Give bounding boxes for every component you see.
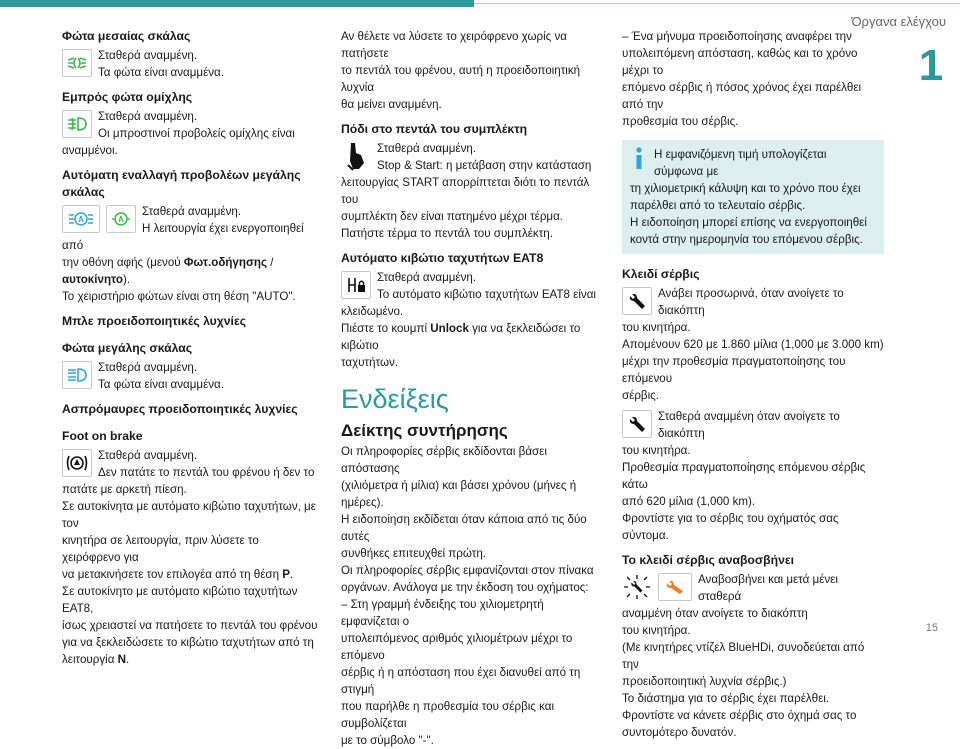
service-flash-line2: αναμμένη όταν ανοίγετε το διακόπτη (622, 607, 808, 620)
side-lights-title: Φώτα μεσαίας σκάλας (62, 29, 191, 43)
info-line1: Η εμφανιζόμενη τιμή υπολογίζεται σύμφωνα με (654, 148, 827, 178)
foot-brake-icon (62, 449, 92, 477)
service-key-block (622, 266, 884, 404)
clutch-block (341, 121, 601, 242)
front-fog-line1: Σταθερά αναμμένη. (98, 110, 198, 123)
foot-brake-line9: για να ξεκλειδώσετε το κιβώτιο ταχυτήτων από τη (62, 636, 314, 649)
auto-beam-block (62, 167, 320, 305)
service-key-title: Κλειδί σέρβις (622, 267, 700, 281)
service-line5: Οι πληροφορίες σέρβις εμφανίζονται στον πίνακα (341, 564, 594, 577)
service-indicator-title: Δείκτης συντήρησης (341, 421, 508, 440)
service-line10: που παρήλθε η προθεσμία του σέρβις και συμβολίζεται (341, 700, 555, 730)
clutch-line2: Stop & Start: η μετάβαση στην κατάσταση (377, 159, 592, 172)
auto-beam-line2: Η λειτουργία έχει ενεργοποιηθεί από (62, 222, 304, 252)
auto-beam-line4: Το χειριστήριο φώτων είναι στη θέση "AUTO". (62, 290, 296, 303)
service-key-line4: μέχρι την προθεσμία πραγματοποίησης του επόμενου (622, 355, 846, 385)
column-3 (622, 28, 884, 741)
main-beam-title: Φώτα μεγάλης σκάλας (62, 341, 193, 355)
column-1 (62, 28, 320, 668)
main-beam-icon (62, 361, 92, 389)
info-line5: κοντά στην ημερομηνία του επόμενου σέρβις. (630, 233, 863, 246)
foot-brake-line6-pre: να μετακινήσετε τον επιλογέα από τη θέση (62, 568, 283, 581)
foot-brake-line5: κινητήρα σε λειτουργία, πριν λύσετε το χειρόφρενο για (62, 534, 259, 564)
front-fog-icon (62, 110, 92, 138)
column-2 (341, 28, 601, 749)
unlock-button-label: Unlock (430, 322, 469, 335)
service-key-line7: του κινητήρα. (622, 444, 691, 457)
info-line3: παρέλθει από το τελευταίο σέρβις. (630, 199, 806, 212)
bw-lamps-title: Ασπρόμαυρες προειδοποιητικές λυχνίες (62, 402, 298, 416)
service-key-steady-icon (622, 410, 652, 438)
section-header: Όργανα ελέγχου (851, 14, 946, 29)
auto-beam-title: Αυτόματη εναλλαγή προβολέων μεγάλης σκάλας (62, 168, 301, 199)
service-line6: οργάνων. Ανάλογα με την έκδοση του οχήματος: (341, 581, 589, 594)
gearbox-line1: Σταθερά αναμμένη. (377, 271, 477, 284)
service-key-line10: Φροντίστε για το σέρβις του οχήματός σας σύντομα. (622, 512, 839, 542)
svg-text:A: A (118, 215, 124, 224)
chapter-number: 1 (918, 41, 944, 90)
foot-brake-title: Foot on brake (62, 429, 143, 443)
auto-beam-line3-pre: την οθόνη αφής (μενού (62, 256, 184, 269)
auto-beam-submenu: αυτοκίνητο (62, 273, 123, 286)
side-lights-line1: Σταθερά αναμμένη. (98, 49, 198, 62)
gearbox-lock-icon (341, 271, 371, 299)
front-fog-block (62, 89, 320, 159)
foot-brake-line10-pre: λειτουργία (62, 653, 118, 666)
service-line7: – Στη γραμμή ένδειξης του χιλιομετρητή εμφανίζεται ο (341, 598, 544, 628)
front-fog-line2: Οι μπροστινοί προβολείς ομίχλης είναι (98, 127, 295, 140)
foot-brake-block (62, 428, 320, 668)
service-key-line6: Σταθερά αναμμένη όταν ανοίγετε το διακόπτη (658, 410, 840, 440)
foot-brake-line10 (62, 651, 320, 668)
service-flash-line8: συντομότερο δυνατόν. (622, 726, 737, 739)
service-flash-line3: του κινητήρα. (622, 624, 691, 637)
foot-brake-line6 (62, 566, 320, 583)
service-flash-line1: Αναβοσβήνει και μετά μένει σταθερά (698, 573, 838, 603)
service-message-line1: – Ένα μήνυμα προειδοποίησης αναφέρει την (622, 30, 852, 43)
auto-beam-menu: Φωτ.οδήγησης (183, 256, 268, 269)
gearbox-line5: ταχυτήτων. (341, 356, 399, 369)
gearbox-line4 (341, 320, 601, 354)
service-key-line3: Απομένουν 620 με 1.860 μίλια (1,000 με 3.000 km) (622, 338, 884, 351)
foot-brake-line7: Σε αυτοκίνητο με αυτόματο κιβώτιο ταχυτήτων EAT8, (62, 585, 298, 615)
gearbox-line3: κλειδωμένο. (341, 305, 404, 318)
info-line2: τη χιλιομετρική κάλυψη και το χρόνο που έχει (630, 182, 861, 195)
service-key-line1: Ανάβει προσωρινά, όταν ανοίγετε το διακόπτη (658, 287, 844, 317)
service-key-flashing-icon (622, 573, 652, 601)
gear-position-n: N (117, 653, 127, 666)
clutch-title: Πόδι στο πεντάλ του συμπλέκτη (341, 122, 528, 136)
service-line2: (χιλιόμετρα ή μίλια) και βάσει χρόνου (μήνες ή ημέρες). (341, 479, 577, 509)
header-rule (474, 3, 960, 4)
service-message-line2: υπολειπόμενη απόσταση, καθώς και το χρόνο μέχρι το (622, 47, 858, 77)
service-message-block (622, 28, 884, 130)
info-line4: Η ειδοποίηση μπορεί επίσης να ενεργοποιηθεί (630, 216, 867, 229)
clutch-line4: συμπλέκτη δεν είναι πατημένο μέχρι τέρμα. (341, 210, 564, 223)
page-number: 15 (925, 622, 938, 634)
service-key-line2: του κινητήρα. (622, 321, 691, 334)
brake-intro-line3: θα μείνει αναμμένη. (341, 98, 442, 111)
front-fog-title: Εμπρός φώτα ομίχλης (62, 90, 193, 104)
brake-intro-line1: Αν θέλετε να λύσετε το χειρόφρενο χωρίς να πατήσετε (341, 30, 567, 60)
auto-beam-line3-post: ). (122, 273, 131, 286)
gearbox-line4-post: για να ξεκλειδώσει το κιβώτιο (341, 322, 581, 352)
auto-beam-sep: / (267, 256, 274, 269)
service-line4: συνθήκες επιτευχθεί πρώτη. (341, 547, 487, 560)
gearbox-line2: Το αυτόματο κιβώτιο ταχυτήτων EAT8 είναι (377, 288, 597, 301)
header-accent-bar (0, 0, 474, 7)
service-wrench-icon (658, 573, 692, 601)
clutch-line1: Σταθερά αναμμένη. (377, 142, 477, 155)
service-indicator-block (341, 422, 601, 749)
side-lights-icon (62, 49, 92, 77)
main-beam-line1: Σταθερά αναμμένη. (98, 361, 198, 374)
svg-text:A: A (78, 215, 84, 224)
side-lights-block (62, 28, 320, 81)
service-message-line3: επόμενο σέρβις ή πόσος χρόνος έχει παρέλθει από την (622, 81, 862, 111)
main-beam-block (62, 340, 320, 393)
service-flash-block (622, 552, 884, 741)
service-flash-line6: Το διάστημα για το σέρβις έχει παρέλθει. (622, 692, 830, 705)
gearbox-line4-pre: Πιέστε το κουμπί (341, 322, 431, 335)
gearbox-title: Αυτόματο κιβώτιο ταχυτήτων EAT8 (341, 251, 544, 265)
service-line1: Οι πληροφορίες σέρβις εκδίδονται βάσει απόστασης (341, 445, 547, 475)
service-key-line5: σέρβις. (622, 389, 659, 402)
blue-lamps-title: Μπλε προειδοποιητικές λυχνίες (62, 314, 247, 328)
info-box (622, 140, 884, 254)
service-flash-line7: Φροντίστε να κάνετε σέρβις στο όχημά σας το (622, 709, 857, 722)
service-flash-line5: προειδοποιητική λυχνία σέρβις.) (622, 675, 787, 688)
foot-brake-line2: Δεν πατάτε το πεντάλ του φρένου ή δεν το (98, 466, 315, 479)
auto-beam-line3 (62, 254, 320, 288)
section-title: Ενδείξεις (341, 384, 449, 414)
service-key-line8: Προθεσμία πραγματοποίησης επόμενου σέρβις κάτω (622, 461, 866, 491)
auto-beam-icon-green (106, 205, 136, 233)
gearbox-block (341, 250, 601, 371)
foot-brake-line3: πατάτε με αρκετή πίεση. (62, 483, 187, 496)
side-lights-line2: Τα φώτα είναι αναμμένα. (98, 66, 224, 79)
main-beam-line2: Τα φώτα είναι αναμμένα. (98, 378, 224, 391)
foot-brake-line1: Σταθερά αναμμένη. (98, 449, 198, 462)
service-line11: με το σύμβολο "-". (341, 734, 434, 747)
foot-brake-line4: Σε αυτοκίνητα με αυτόματο κιβώτιο ταχυτήτων, με τον (62, 500, 316, 530)
service-message-line4: προθεσμία του σέρβις. (622, 115, 739, 128)
service-line8: υπολειπόμενος αριθμός χιλιομέτρων μέχρι το επόμενο (341, 632, 573, 662)
clutch-line5: Πατήστε τέρμα το πεντάλ του συμπλέκτη. (341, 227, 553, 240)
front-fog-line3: αναμμένοι. (62, 144, 118, 157)
service-line3: Η ειδοποίηση εκδίδεται όταν κάποια από τις δύο αυτές (341, 513, 587, 543)
brake-intro-line2: το πεντάλ του φρένου, αυτή η προειδοποιητική λυχνία (341, 64, 581, 94)
clutch-line3: λειτουργίας START απορρίπτεται διότι το πεντάλ του (341, 176, 590, 206)
service-flash-line4: (Με κινητήρες ντίζελ BlueHDi, συνοδεύεται από την (622, 641, 865, 671)
info-icon (630, 146, 648, 172)
service-line9: σέρβις ή η απόσταση που έχει διανυθεί από τη στιγμή (341, 666, 581, 696)
auto-beam-icon-blue (62, 205, 100, 233)
service-key-line9: από 620 μίλια (1,000 km). (622, 495, 756, 508)
gear-position-p: P (282, 568, 290, 581)
foot-brake-line10-post: . (126, 653, 130, 666)
service-key-icon (622, 287, 652, 315)
foot-brake-line8: ίσως χρειαστεί να πατήσετε το πεντάλ του φρένου (62, 619, 318, 632)
service-flash-title: Το κλειδί σέρβις αναβοσβήνει (622, 553, 795, 567)
brake-intro (341, 28, 601, 113)
clutch-foot-icon (341, 142, 371, 170)
auto-beam-line1: Σταθερά αναμμένη. (142, 205, 242, 218)
service-key-steady-block (622, 408, 884, 544)
foot-brake-line6-post: . (289, 568, 294, 581)
